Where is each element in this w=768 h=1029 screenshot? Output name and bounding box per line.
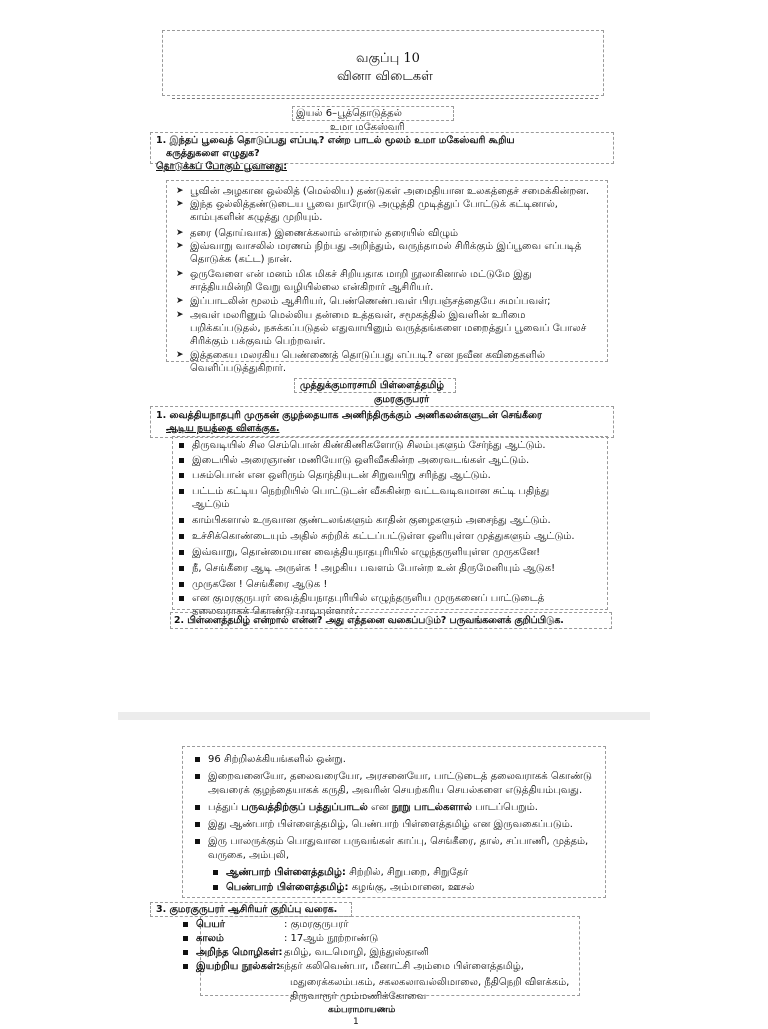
q2-point: என குமரகுருபரர் வைத்தியநாதபுரியில் எழுந்தருளிய முருகனைப் பாட்டுடைத் [192, 593, 545, 604]
q2-point: முருகனே ! செங்கீரை ஆடுக ! [192, 579, 328, 590]
works-line3: திருவாரூர் மும்மணிக்கோவை [290, 991, 427, 1002]
q1-point: ➤ பூவின் அழகான ஒல்லித் (மெல்லிய) தண்டுகள் அமைதியான உலகத்தைச் சமைக்கின்றன. [190, 185, 589, 198]
female-pillaitamil [226, 881, 474, 894]
p2-point: இறைவனையோ, தலைவரையோ, அரசனையோ, பாட்டுடைத் தலைவராகக் கொண்டு [208, 771, 592, 782]
q2-point: நீ, செங்கீரை ஆடி அருள்க ! அழகிய பவளம் போன்ற உன் திருமேனியும் ஆடுக! [192, 563, 556, 574]
q2-line1: 1. வைத்தியநாதபுரி முருகன் குழந்தையாக அணிந்திருக்கும் அணிகலன்களுடன் செங்கீரை [156, 410, 542, 421]
header-rule [172, 98, 598, 99]
poem2-title: முத்துக்குமாரசாமி பிள்ளைத்தமிழ் [300, 380, 445, 391]
row-period-value: : 17ஆம் நூற்றாண்டு [284, 933, 379, 944]
q1-point-cont: வெளிப்படுத்துகிறார். [190, 363, 287, 374]
row-languages-label: அறிந்த மொழிகள்: [196, 947, 283, 958]
q1-point-cont: சாத்தியமின்றி வேறு வழியில்லை என்கிறார் ஆசிரியர். [190, 282, 434, 293]
author-uma: உமா மகேஸ்வரி [330, 122, 405, 133]
q1-point: ➤ அவள் மலரினும் மெல்லிய தன்மை உத்தவள், சமூகத்தில் இவளின் உரிமை [190, 309, 525, 322]
male-label: ஆண்பாற் பிள்ளைத்தமிழ்: [226, 867, 346, 878]
p2-point4-bold2: நூறு பாடல்களால் [391, 802, 472, 813]
document-page-2 [0, 720, 768, 1027]
q2-point-cont: தலைவராகக் கொண்டு பாடியுள்ளார். [192, 606, 358, 617]
works-line4: கம்பராமாயணம் [328, 1005, 396, 1015]
q2-point: உச்சிக்கொண்டையும் அதில் சுற்றிக் கட்டப்பட்டுள்ள ஒளியுள்ள முத்துகளும் ஆட்டும். [192, 531, 575, 542]
p2-point4-prefix: பத்துப் [208, 802, 239, 813]
q1-point: ➤ தரை (தொய்வாக) இணைக்கலாம் என்றால் தரையில் விழும் [190, 227, 458, 240]
q2-point: இவ்வாறு, தொன்மையான வைத்தியநாதபுரியில் எழுந்தருளியுள்ள முருகனே! [192, 547, 541, 558]
q1-line1: 1. இந்தப் பூவைத் தொடுப்பது எப்படி? என்ற பாடல் மூலம் உமா மகேஸ்வரி கூறிய [156, 135, 515, 146]
male-pillaitamil [226, 866, 468, 879]
q1-point: ➤ இப்பாடலின் மூலம் ஆசிரியர், பெண்ணெண்பவள் பிரபஞ்சத்தையே சுமப்பவள்; [190, 295, 550, 308]
p2-point4-end: பாடப்பெறும். [475, 802, 538, 813]
p2-point [208, 801, 538, 814]
female-value: கழங்கு, அம்மானை, ஊசல் [351, 882, 475, 893]
q1-line2: கருத்துகளை எழுதுக? [166, 148, 260, 159]
p2-point: 96 சிற்றிலக்கியங்களில் ஒன்று. [208, 754, 346, 765]
male-value: சிற்றில், சிறுபறை, சிறுதேர் [349, 867, 469, 878]
p2-point-cont: அவரைக் குழந்தையாகக் கருதி, அவரின் செயற்கரிய செயல்களை எடுத்தியம்புவது. [208, 785, 583, 796]
p2-point: இது ஆண்பாற் பிள்ளைத்தமிழ், பெண்பாற் பிள்ளைத்தமிழ் என இருவகைப்படும். [208, 819, 573, 830]
p2-point-cont: வருகை, அம்புலி, [208, 850, 290, 861]
page-number: 1 [353, 1017, 359, 1027]
q2-point: இடையில் அரைஞாண் மணியோடு ஒளிவீசுகின்ற அரைவடங்கள் ஆட்டும். [192, 455, 530, 466]
q2-line2: ஆடிய நயத்தை விளக்குக. [166, 423, 280, 434]
q4-question: 3. குமரகுருபரர் ஆசிரியர் குறிப்பு வரைக. [156, 904, 338, 915]
row-name-value: : குமரகுருபரர் [284, 919, 349, 930]
works-line2: மதுரைக்கலம்பகம், சகலகலாவல்லிமாலை, நீதிநெறி விளக்கம், [290, 977, 570, 988]
q2-point-cont: ஆட்டும் [192, 499, 230, 510]
p2-point4-bold: பருவத்திற்குப் பத்துப்பாடல் [241, 802, 368, 813]
p2-point4-mid: என [371, 802, 389, 813]
section-subtitle: வினா விடைகள் [337, 69, 433, 84]
q2-point: பசும்பொன் என ஒளிரும் தொந்தியுடன் சிறுவயிறு சரிந்து ஆட்டும். [192, 470, 491, 481]
row-works-value: கந்தர் கலிவெண்பா, மீனாட்சி அம்மை பிள்ளைத்தமிழ், [278, 961, 524, 972]
row-works-label: இயற்றிய நூல்கள்: [196, 961, 280, 972]
q3-question: 2. பிள்ளைத்தமிழ் என்றால் என்ன? அது எத்தனை வகைப்படும்? பருவங்களைக் குறிப்பிடுக. [174, 615, 564, 626]
q1-point-cont: சிரிக்கும் பக்குவம் பெற்றவள். [190, 336, 326, 347]
q2-point: பட்டம் கட்டிய நெற்றியில் பொட்டுடன் வீசுகின்ற வட்டவடிவமான சுட்டி பதிந்து [192, 486, 550, 497]
p2-point: இரு பாலருக்கும் பொதுவான பருவங்கள் காப்பு, செங்கீரை, தால், சப்பாணி, முத்தம், [208, 836, 589, 847]
q1-point: ➤ இவ்வாறு வாசலில் மரணம் நிற்பது அறிந்தும், வருந்தாமல் சிரிக்கும் இப்பூவை எப்படித் [190, 240, 581, 253]
q1-point-cont: காம்புகளின் கழுத்து முறியும். [190, 212, 323, 223]
row-name-label: பெயர் [196, 919, 226, 930]
q1-point: ➤ இந்த ஒல்லித்தண்டுடைய பூவை நாரோடு அழுத்தி முடித்துப் போட்டுக் கட்டினால், [190, 198, 558, 211]
q1-point-cont: தொடுக்க (கட்ட) நான். [190, 254, 293, 265]
q1-subheading: தொடுக்கப் போகும் பூவானது: [156, 161, 288, 172]
q2-point: காம்பிகளால் உருவான குண்டலங்களும் காதின் குழைகளும் அசைந்து ஆட்டும். [192, 515, 551, 526]
page-gap [118, 712, 650, 720]
row-languages-value: தமிழ், வடமொழி, இந்துஸ்தானி [284, 947, 429, 958]
q1-point-cont: பறிக்கப்படுதல், நசுக்கப்படுதல் எதுவாயினும் வருத்தங்களை மறைத்துப் பூவைப் போலச் [190, 323, 587, 334]
q2-point: திருவடியில் சில செம்பொன் கிண்கிணிகளோடு சிலம்புகளும் சேர்ந்து ஆட்டும். [192, 440, 546, 451]
q1-point: ➤ இத்தகைய மலரகிய பெண்ணைத் தொடுப்பது எப்படி? என நவீன கவிதைகளில் [190, 349, 545, 362]
iyal-title: இயல் 6–பூத்தொடுத்தல் [296, 108, 402, 119]
class-title: வகுப்பு 10 [356, 51, 420, 66]
row-period-label: காலம் [196, 933, 224, 944]
q1-point: ➤ ஒருவேளை என் மனம் மிக மிகச் சிறியதாக மாறி நூலாகினால் மட்டுமே இது [190, 268, 532, 281]
author-kumaraguruparar: குமரகுருபரர் [374, 394, 430, 405]
female-label: பெண்பாற் பிள்ளைத்தமிழ்: [226, 882, 349, 893]
